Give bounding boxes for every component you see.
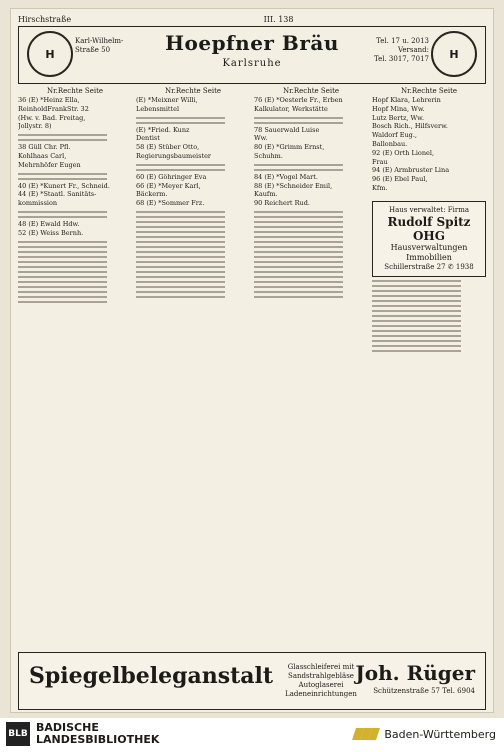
entry-line: 66 (E) *Meyer Karl, [136,181,201,190]
text-line-placeholder [254,226,368,228]
directory-column-2 [136,87,250,647]
text-line-placeholder [136,236,250,238]
blb-label-block [36,722,159,746]
blb-line-2: LANDESBIBLIOTHEK [36,733,160,746]
footer-bar [0,718,504,752]
text-line-placeholder [136,276,250,278]
entry-line: Mehrnhöfer Eugen [18,160,81,169]
entry-line: Dentist [136,134,160,143]
text-line-placeholder [372,285,486,287]
entry-line: 84 (E) *Vogel Mart. [254,172,318,181]
text-line-placeholder [254,236,368,238]
text-line-placeholder [18,139,132,141]
text-line-placeholder [372,330,486,332]
text-line-placeholder [254,122,368,124]
text-line-placeholder [372,280,486,282]
baden-wuerttemberg-icon [354,726,378,742]
ad-service-2: Immobilien [406,252,452,262]
entry-line: Kohlhaas Carl, [18,151,67,160]
entry-line: (E) *Meixner Willi, [136,96,198,104]
text-line-placeholder [372,335,486,337]
text-line-placeholder [18,261,132,263]
entry-line: 44 (E) *Staatl. Sanitäts- [18,190,97,199]
entry-line: Lebensmittel [136,104,180,113]
entry-line: (Hw. v. Bad. Freitag, [18,113,86,122]
text-line-placeholder [372,290,486,292]
text-line-placeholder [372,325,486,327]
text-line-placeholder [136,122,250,124]
text-line-placeholder [254,241,368,243]
entry-line: Waldorf Eug., [372,131,417,140]
blb-line-1: BADISCHE [36,721,99,734]
text-line-placeholder [136,169,250,171]
bw-label: Baden-Württemberg [384,727,496,741]
text-line-placeholder [372,320,486,322]
text-line-placeholder [18,178,132,180]
entry-line: Frau [372,157,388,166]
text-line-placeholder [136,286,250,288]
entry-line: 90 Reichert Rud. [254,199,310,208]
spiegel-ad-services: Glasschleiferei mit Sandstrahlgebläse Autoglaserei Ladeneinrichtungen [285,663,357,698]
brewery-city: Karlsruhe [222,58,282,69]
entry-line: 38 Güll Chr. Pfl. [18,143,71,152]
ad-top-small: Haus verwaltet: Firma [388,205,470,214]
entry-line: Regierungsbaumeister [136,151,212,160]
brewery-title: Hoepfner Bräu [165,31,339,55]
column-header: Nr.Rechte Seite [282,87,340,95]
text-line-placeholder [372,300,486,302]
text-line-placeholder [18,276,132,278]
entry-line: 36 (E) *Heinz Ella, [18,96,80,104]
entry-line: 96 (E) Ebel Paul, [372,175,428,184]
ad-company-name: Rudolf Spitz OHG [387,214,471,243]
entry-line: 78 Sauerwald Luise [254,125,320,134]
text-line-placeholder [136,256,250,258]
text-line-placeholder [254,291,368,293]
text-line-placeholder [372,305,486,307]
text-line-placeholder [136,221,250,223]
text-line-placeholder [136,266,250,268]
entry-line: 58 (E) Stüber Otto, [136,143,200,152]
text-line-placeholder [254,256,368,258]
text-line-placeholder [18,291,132,293]
entry-line: Lutz Bertz, Ww. [372,113,425,122]
blb-logo-icon: BLB [6,722,30,746]
text-line-placeholder [254,246,368,248]
text-line-placeholder [136,296,250,298]
text-line-placeholder [254,211,368,213]
text-line-placeholder [136,231,250,233]
text-line-placeholder [136,271,250,273]
text-line-placeholder [18,216,132,218]
street-title: Hirschstraße [18,14,72,24]
text-line-placeholder [18,211,132,213]
entry-line: 52 (E) Weiss Bernh. [18,228,84,237]
entry-line: Jollystr. 8) [18,122,52,131]
entry-line: Kfm. [372,183,388,192]
entry-line: ReinholdFrankStr. 32 [18,104,89,113]
entry-line: 68 (E) *Sommer Frz. [136,199,205,208]
text-line-placeholder [254,251,368,253]
text-line-placeholder [136,164,250,166]
spiegel-ad-owner: Joh. Rüger [355,661,475,685]
entry-line: Hopf Klara, Lehrerin [372,96,441,104]
text-line-placeholder [254,276,368,278]
text-line-placeholder [18,134,132,136]
page-header-line [18,14,486,24]
spiegel-ad-banner [18,652,486,710]
text-line-placeholder [136,291,250,293]
entry-line: 92 (E) Orth Lionel, [372,148,435,157]
entry-line: 60 (E) Göhringer Eva [136,172,207,181]
text-line-placeholder [136,241,250,243]
text-line-placeholder [136,211,250,213]
text-line-placeholder [18,271,132,273]
entry-line: (E) *Fried. Kunz [136,125,190,134]
brewery-logo-right: H [431,31,477,77]
brewery-phone: Tel. 17 u. 2013 Versand: Tel. 3017, 7017 [373,37,429,63]
ad-service-1: Hausverwaltungen [390,242,468,252]
page-number: III. 138 [263,14,294,24]
text-line-placeholder [254,261,368,263]
entry-line: Schuhm. [254,151,283,160]
directory-column-4 [372,87,486,647]
entry-line: Ww. [254,134,268,143]
spiegel-ad-address: Schützenstraße 57 Tel. 6904 [373,687,475,695]
text-line-placeholder [136,251,250,253]
column-header: Nr.Rechte Seite [46,87,104,95]
directory-page [10,8,494,713]
text-line-placeholder [372,315,486,317]
directory-column-1 [18,87,132,647]
text-line-placeholder [372,345,486,347]
entry-line: kommission [18,199,58,208]
text-line-placeholder [136,216,250,218]
text-line-placeholder [136,117,250,119]
text-line-placeholder [136,246,250,248]
text-line-placeholder [254,221,368,223]
entry-line: 80 (E) *Grimm Ernst, [254,143,325,152]
text-line-placeholder [254,281,368,283]
text-line-placeholder [254,216,368,218]
column-header: Nr.Rechte Seite [164,87,222,95]
text-line-placeholder [372,340,486,342]
text-line-placeholder [18,296,132,298]
text-line-placeholder [254,164,368,166]
text-line-placeholder [372,310,486,312]
entry-line: Bosch Rich., Hilfsverw. [372,122,448,131]
text-line-placeholder [372,295,486,297]
text-line-placeholder [136,226,250,228]
entry-line: 48 (E) Ewald Hdw. [18,219,80,228]
blb-branding [6,722,159,746]
entry-line: Kalkulator, Werkstätte [254,104,328,113]
text-line-placeholder [18,173,132,175]
rudolf-spitz-ad [372,201,486,277]
entry-line: 94 (E) Armbruster Lina [372,166,450,175]
text-line-placeholder [18,286,132,288]
text-line-placeholder [136,281,250,283]
entry-line: 40 (E) *Kunert Fr., Schneid. [18,181,110,190]
text-line-placeholder [254,231,368,233]
entry-line: Ballonbau. [372,139,408,148]
directory-columns [18,87,486,647]
text-line-placeholder [18,256,132,258]
text-line-placeholder [18,251,132,253]
text-line-placeholder [18,281,132,283]
text-line-placeholder [254,271,368,273]
spiegel-ad-title: Spiegelbeleganstalt [29,663,274,689]
brewery-address: Karl-Wilhelm- Straße 50 [75,37,124,54]
text-line-placeholder [254,117,368,119]
text-line-placeholder [18,266,132,268]
entry-line: 88 (E) *Schneider Emil, [254,181,333,190]
brewery-banner [18,26,486,84]
text-line-placeholder [372,350,486,352]
column-header: Nr.Rechte Seite [400,87,458,95]
entry-line: Kaufm. [254,190,278,199]
text-line-placeholder [18,241,132,243]
brewery-logo-left: H [27,31,73,77]
text-line-placeholder [18,301,132,303]
text-line-placeholder [18,246,132,248]
ad-address: Schillerstraße 27 ✆ 1938 [384,262,474,271]
entry-line: Bäckerm. [136,190,168,199]
directory-column-3 [254,87,368,647]
text-line-placeholder [254,266,368,268]
text-line-placeholder [136,261,250,263]
text-line-placeholder [254,169,368,171]
text-line-placeholder [254,296,368,298]
bw-branding [354,726,496,742]
entry-line: Hopf Mina, Ww. [372,104,425,113]
entry-line: 76 (E) *Oesterle Fr., Erben [254,96,343,104]
text-line-placeholder [254,286,368,288]
